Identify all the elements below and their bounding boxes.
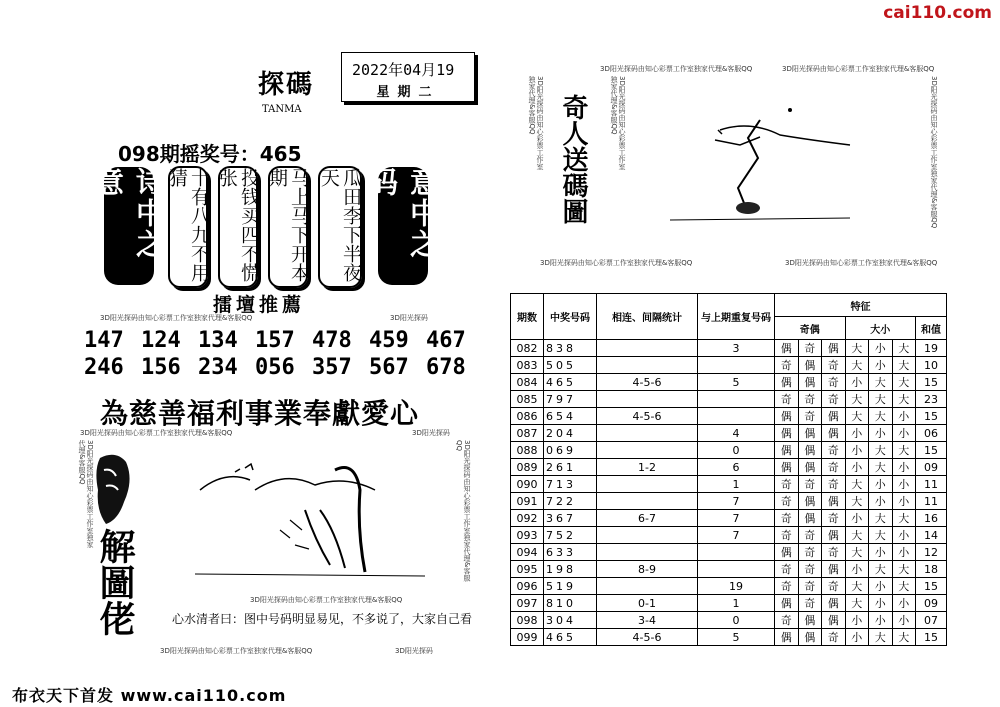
repeat-cell bbox=[698, 544, 775, 561]
size-cell: 小 bbox=[869, 476, 893, 493]
header-adjacent: 相连、间隔统计 bbox=[597, 294, 698, 340]
size-cell: 小 bbox=[869, 544, 893, 561]
odd-even-cell: 奇 bbox=[775, 357, 799, 374]
number-cell: 304 bbox=[544, 612, 597, 629]
odd-even-cell: 偶 bbox=[798, 629, 822, 646]
adjacent-cell bbox=[597, 357, 698, 374]
table-row bbox=[511, 527, 947, 544]
sum-cell: 11 bbox=[916, 476, 947, 493]
odd-even-cell: 奇 bbox=[798, 476, 822, 493]
table-row bbox=[511, 391, 947, 408]
table-row bbox=[511, 442, 947, 459]
header-size: 大小 bbox=[845, 317, 916, 340]
size-cell: 小 bbox=[869, 578, 893, 595]
repeat-cell: 7 bbox=[698, 510, 775, 527]
size-cell: 小 bbox=[869, 595, 893, 612]
number-cell: 465 bbox=[544, 374, 597, 391]
period-cell: 094 bbox=[511, 544, 544, 561]
size-cell: 大 bbox=[869, 374, 893, 391]
size-cell: 大 bbox=[869, 408, 893, 425]
number-cell: 069 bbox=[544, 442, 597, 459]
repeat-cell bbox=[698, 391, 775, 408]
size-cell: 大 bbox=[845, 578, 869, 595]
history-table-body bbox=[511, 340, 947, 646]
odd-even-cell: 偶 bbox=[775, 629, 799, 646]
number-cell: 810 bbox=[544, 595, 597, 612]
period-cell: 099 bbox=[511, 629, 544, 646]
adjacent-cell: 6-7 bbox=[597, 510, 698, 527]
size-cell: 小 bbox=[845, 561, 869, 578]
odd-even-cell: 偶 bbox=[822, 527, 846, 544]
poem-right-label: 意中之码 bbox=[378, 167, 428, 285]
side-text-right-bottom: 3D阳光探码由知心彩票工作室独家代理&客服QQ bbox=[540, 259, 693, 267]
side-text-right-top: 3D阳光探码由知心彩票工作室独家代理&客服QQ bbox=[600, 65, 753, 73]
repeat-cell: 7 bbox=[698, 527, 775, 544]
period-cell: 086 bbox=[511, 408, 544, 425]
odd-even-cell: 偶 bbox=[775, 425, 799, 442]
odd-even-cell: 奇 bbox=[822, 544, 846, 561]
poem-left-label: 诗中之意 bbox=[104, 167, 154, 285]
repeat-cell: 1 bbox=[698, 476, 775, 493]
adjacent-cell bbox=[597, 391, 698, 408]
period-cell: 096 bbox=[511, 578, 544, 595]
adjacent-cell: 4-5-6 bbox=[597, 374, 698, 391]
period-cell: 098 bbox=[511, 612, 544, 629]
repeat-cell: 4 bbox=[698, 425, 775, 442]
size-cell: 大 bbox=[869, 459, 893, 476]
adjacent-cell bbox=[597, 493, 698, 510]
size-cell: 小 bbox=[869, 493, 893, 510]
header-sum: 和值 bbox=[916, 317, 947, 340]
poem-line-3: 马上马下开本期 bbox=[268, 166, 308, 288]
odd-even-cell: 偶 bbox=[822, 595, 846, 612]
odd-even-cell: 偶 bbox=[775, 544, 799, 561]
odd-even-cell: 奇 bbox=[775, 493, 799, 510]
size-cell: 小 bbox=[845, 459, 869, 476]
number-cell: 519 bbox=[544, 578, 597, 595]
table-row bbox=[511, 629, 947, 646]
size-cell: 小 bbox=[845, 612, 869, 629]
number-cell: 198 bbox=[544, 561, 597, 578]
rec-number: 157 bbox=[255, 328, 295, 353]
odd-even-cell: 奇 bbox=[822, 357, 846, 374]
date-text: 2022年04月19 bbox=[352, 61, 455, 79]
footer-text: 布衣天下首发 www.cai110.com bbox=[12, 686, 287, 705]
repeat-cell: 0 bbox=[698, 612, 775, 629]
size-cell: 大 bbox=[892, 374, 916, 391]
size-cell: 大 bbox=[892, 578, 916, 595]
size-cell: 大 bbox=[869, 527, 893, 544]
header-number: 中奖号码 bbox=[544, 294, 597, 340]
poem-line-1: 十有八九不用猜 bbox=[168, 166, 208, 288]
table-row bbox=[511, 459, 947, 476]
size-cell: 小 bbox=[845, 629, 869, 646]
side-text-bottom-upper: 3D阳光探码由知心彩票工作室独家代理&客服QQ bbox=[250, 596, 403, 604]
side-text-right-top-2: 3D阳光探码由知心彩票工作室独家代理&客服QQ bbox=[782, 65, 935, 73]
size-cell: 大 bbox=[845, 340, 869, 357]
recommend-row-1 bbox=[84, 328, 466, 353]
size-cell: 大 bbox=[869, 510, 893, 527]
adjacent-cell: 3-4 bbox=[597, 612, 698, 629]
odd-even-cell: 偶 bbox=[798, 442, 822, 459]
number-cell: 367 bbox=[544, 510, 597, 527]
period-cell: 090 bbox=[511, 476, 544, 493]
odd-even-cell: 奇 bbox=[775, 527, 799, 544]
period-cell: 083 bbox=[511, 357, 544, 374]
header-repeat: 与上期重复号码 bbox=[698, 294, 775, 340]
size-cell: 小 bbox=[869, 340, 893, 357]
table-row bbox=[511, 408, 947, 425]
adjacent-cell bbox=[597, 425, 698, 442]
period-cell: 089 bbox=[511, 459, 544, 476]
odd-even-cell: 偶 bbox=[822, 493, 846, 510]
tag-3d-bottom: 3D阳光探码 bbox=[395, 647, 433, 655]
side-text-mid: 3D阳光探码由知心彩票工作室独家代理&客服QQ bbox=[80, 429, 233, 437]
tag-3d-top: 3D阳光探码 bbox=[390, 314, 428, 322]
repeat-cell: 0 bbox=[698, 442, 775, 459]
size-cell: 小 bbox=[892, 527, 916, 544]
sum-cell: 10 bbox=[916, 357, 947, 374]
size-cell: 小 bbox=[892, 493, 916, 510]
history-table bbox=[510, 293, 947, 646]
rec-number: 156 bbox=[141, 355, 181, 380]
size-cell: 小 bbox=[892, 476, 916, 493]
odd-even-cell: 偶 bbox=[822, 425, 846, 442]
repeat-cell: 1 bbox=[698, 595, 775, 612]
odd-even-cell: 偶 bbox=[798, 374, 822, 391]
period-cell: 084 bbox=[511, 374, 544, 391]
odd-even-cell: 奇 bbox=[822, 391, 846, 408]
size-cell: 小 bbox=[845, 374, 869, 391]
number-cell: 838 bbox=[544, 340, 597, 357]
odd-even-cell: 偶 bbox=[775, 459, 799, 476]
repeat-cell: 19 bbox=[698, 578, 775, 595]
header-odd-even: 奇偶 bbox=[775, 317, 846, 340]
sum-cell: 11 bbox=[916, 493, 947, 510]
adjacent-cell bbox=[597, 476, 698, 493]
odd-even-cell: 偶 bbox=[798, 493, 822, 510]
tanma-subtitle: TANMA bbox=[262, 104, 302, 115]
odd-even-cell: 偶 bbox=[798, 425, 822, 442]
poem-line-4: 瓜田李下半夜天 bbox=[318, 166, 362, 288]
tag-3d-mid: 3D阳光探码 bbox=[412, 429, 450, 437]
size-cell: 大 bbox=[869, 561, 893, 578]
repeat-cell: 7 bbox=[698, 493, 775, 510]
number-cell: 633 bbox=[544, 544, 597, 561]
odd-even-cell: 偶 bbox=[775, 408, 799, 425]
portrait-sketch bbox=[90, 450, 136, 530]
number-cell: 465 bbox=[544, 629, 597, 646]
repeat-cell bbox=[698, 408, 775, 425]
size-cell: 小 bbox=[869, 425, 893, 442]
poem-line-2: 投钱买四不慌张 bbox=[218, 166, 258, 288]
odd-even-cell: 偶 bbox=[775, 340, 799, 357]
odd-even-cell: 奇 bbox=[775, 561, 799, 578]
odd-even-cell: 奇 bbox=[798, 408, 822, 425]
sum-cell: 06 bbox=[916, 425, 947, 442]
odd-even-cell: 奇 bbox=[798, 340, 822, 357]
side-text-right-vert-2: 3D阳光探码由知心彩票工作室独家代理&客服QQ bbox=[610, 76, 626, 170]
odd-even-cell: 偶 bbox=[822, 408, 846, 425]
odd-even-cell: 奇 bbox=[822, 459, 846, 476]
table-row bbox=[511, 544, 947, 561]
rec-number: 056 bbox=[255, 355, 295, 380]
rec-number: 124 bbox=[141, 328, 181, 353]
size-cell: 小 bbox=[869, 612, 893, 629]
size-cell: 大 bbox=[892, 561, 916, 578]
sum-cell: 18 bbox=[916, 561, 947, 578]
table-row bbox=[511, 425, 947, 442]
adjacent-cell: 0-1 bbox=[597, 595, 698, 612]
size-cell: 大 bbox=[869, 629, 893, 646]
recommend-title: 擂壇推薦 bbox=[213, 294, 306, 316]
adjacent-cell bbox=[597, 544, 698, 561]
number-cell: 722 bbox=[544, 493, 597, 510]
repeat-cell: 6 bbox=[698, 459, 775, 476]
sum-cell: 19 bbox=[916, 340, 947, 357]
odd-even-cell: 奇 bbox=[822, 476, 846, 493]
adjacent-cell bbox=[597, 578, 698, 595]
size-cell: 大 bbox=[892, 510, 916, 527]
adjacent-cell bbox=[597, 442, 698, 459]
sum-cell: 14 bbox=[916, 527, 947, 544]
adjacent-cell: 8-9 bbox=[597, 561, 698, 578]
size-cell: 小 bbox=[892, 595, 916, 612]
table-row bbox=[511, 340, 947, 357]
odd-even-cell: 偶 bbox=[822, 612, 846, 629]
landscape-sketch bbox=[195, 450, 430, 580]
draw-number: 098期摇奖号：465 bbox=[118, 142, 302, 166]
side-text-vert-right: 3D阳光探码由知心彩票工作室独家代理&客服QQ bbox=[455, 440, 471, 582]
table-row bbox=[511, 561, 947, 578]
repeat-cell: 3 bbox=[698, 340, 775, 357]
size-cell: 大 bbox=[845, 391, 869, 408]
size-cell: 大 bbox=[869, 391, 893, 408]
side-text-top: 3D阳光探码由知心彩票工作室独家代理&客服QQ bbox=[100, 314, 253, 322]
rec-number: 678 bbox=[426, 355, 466, 380]
size-cell: 小 bbox=[892, 425, 916, 442]
size-cell: 小 bbox=[892, 544, 916, 561]
size-cell: 大 bbox=[845, 527, 869, 544]
table-row bbox=[511, 595, 947, 612]
odd-even-cell: 奇 bbox=[798, 595, 822, 612]
odd-even-cell: 偶 bbox=[798, 459, 822, 476]
adjacent-cell bbox=[597, 340, 698, 357]
adjacent-cell: 4-5-6 bbox=[597, 629, 698, 646]
side-text-right-bottom-2: 3D阳光探码由知心彩票工作室独家代理&客服QQ bbox=[785, 259, 938, 267]
sum-cell: 15 bbox=[916, 408, 947, 425]
period-cell: 085 bbox=[511, 391, 544, 408]
rec-number: 459 bbox=[369, 328, 409, 353]
size-cell: 小 bbox=[845, 442, 869, 459]
repeat-cell: 5 bbox=[698, 374, 775, 391]
odd-even-cell: 奇 bbox=[775, 476, 799, 493]
qiren-title: 奇人送碼圖 bbox=[558, 94, 588, 224]
odd-even-cell: 奇 bbox=[798, 527, 822, 544]
size-cell: 大 bbox=[892, 357, 916, 374]
number-cell: 204 bbox=[544, 425, 597, 442]
table-row bbox=[511, 476, 947, 493]
rec-number: 134 bbox=[198, 328, 238, 353]
note-text: 心水清者曰：图中号码明显易见，不多说了，大家自己看 bbox=[172, 612, 473, 626]
period-cell: 091 bbox=[511, 493, 544, 510]
rec-number: 234 bbox=[198, 355, 238, 380]
size-cell: 大 bbox=[892, 442, 916, 459]
size-cell: 大 bbox=[845, 595, 869, 612]
sum-cell: 15 bbox=[916, 629, 947, 646]
number-cell: 713 bbox=[544, 476, 597, 493]
site-brand: cai110.com bbox=[883, 3, 992, 23]
number-cell: 797 bbox=[544, 391, 597, 408]
odd-even-cell: 偶 bbox=[798, 357, 822, 374]
rec-number: 567 bbox=[369, 355, 409, 380]
odd-even-cell: 奇 bbox=[822, 442, 846, 459]
odd-even-cell: 偶 bbox=[822, 561, 846, 578]
odd-even-cell: 奇 bbox=[775, 510, 799, 527]
odd-even-cell: 奇 bbox=[775, 612, 799, 629]
repeat-cell bbox=[698, 561, 775, 578]
sum-cell: 09 bbox=[916, 595, 947, 612]
size-cell: 大 bbox=[892, 391, 916, 408]
number-cell: 261 bbox=[544, 459, 597, 476]
rec-number: 357 bbox=[312, 355, 352, 380]
sum-cell: 15 bbox=[916, 374, 947, 391]
tanma-title: 探碼 bbox=[258, 70, 315, 100]
size-cell: 小 bbox=[892, 459, 916, 476]
odd-even-cell: 奇 bbox=[822, 578, 846, 595]
size-cell: 大 bbox=[845, 357, 869, 374]
odd-even-cell: 奇 bbox=[775, 578, 799, 595]
odd-even-cell: 奇 bbox=[775, 391, 799, 408]
charity-slogan: 為慈善福利事業奉獻愛心 bbox=[100, 397, 420, 430]
odd-even-cell: 奇 bbox=[798, 544, 822, 561]
odd-even-cell: 偶 bbox=[798, 612, 822, 629]
period-cell: 095 bbox=[511, 561, 544, 578]
period-cell: 082 bbox=[511, 340, 544, 357]
sum-cell: 23 bbox=[916, 391, 947, 408]
figure-sketch bbox=[660, 100, 860, 230]
sum-cell: 09 bbox=[916, 459, 947, 476]
sum-cell: 15 bbox=[916, 578, 947, 595]
table-row bbox=[511, 612, 947, 629]
header-features: 特征 bbox=[775, 294, 947, 317]
header-period: 期数 bbox=[511, 294, 544, 340]
side-text-right-vert-3: 3D阳光探码由知心彩票工作室独家代理&客服QQ bbox=[930, 76, 938, 229]
side-text-bottom: 3D阳光探码由知心彩票工作室独家代理&客服QQ bbox=[160, 647, 313, 655]
size-cell: 小 bbox=[869, 357, 893, 374]
period-cell: 092 bbox=[511, 510, 544, 527]
odd-even-cell: 偶 bbox=[798, 510, 822, 527]
sum-cell: 16 bbox=[916, 510, 947, 527]
adjacent-cell bbox=[597, 527, 698, 544]
number-cell: 752 bbox=[544, 527, 597, 544]
period-cell: 093 bbox=[511, 527, 544, 544]
date-box bbox=[341, 52, 475, 102]
size-cell: 大 bbox=[892, 629, 916, 646]
size-cell: 小 bbox=[845, 510, 869, 527]
adjacent-cell: 1-2 bbox=[597, 459, 698, 476]
size-cell: 小 bbox=[845, 425, 869, 442]
odd-even-cell: 奇 bbox=[822, 374, 846, 391]
jie-tu-lao: 解圖佬 bbox=[94, 528, 136, 636]
table-row bbox=[511, 510, 947, 527]
repeat-cell bbox=[698, 357, 775, 374]
side-text-vert-left: 3D阳光探码由知心彩票工作室独家代理&客服QQ bbox=[78, 440, 94, 548]
size-cell: 大 bbox=[892, 340, 916, 357]
rec-number: 147 bbox=[84, 328, 124, 353]
size-cell: 大 bbox=[845, 408, 869, 425]
number-cell: 505 bbox=[544, 357, 597, 374]
period-cell: 097 bbox=[511, 595, 544, 612]
size-cell: 大 bbox=[869, 442, 893, 459]
odd-even-cell: 偶 bbox=[822, 340, 846, 357]
table-row bbox=[511, 578, 947, 595]
recommend-row-2 bbox=[84, 355, 466, 380]
adjacent-cell: 4-5-6 bbox=[597, 408, 698, 425]
repeat-cell: 5 bbox=[698, 629, 775, 646]
number-cell: 654 bbox=[544, 408, 597, 425]
rec-number: 246 bbox=[84, 355, 124, 380]
size-cell: 小 bbox=[892, 408, 916, 425]
odd-even-cell: 奇 bbox=[798, 561, 822, 578]
size-cell: 大 bbox=[845, 493, 869, 510]
side-text-right-vert-1: 3D阳光探码由知心彩票工作室独家代理&客服QQ bbox=[528, 76, 544, 170]
odd-even-cell: 偶 bbox=[775, 595, 799, 612]
period-cell: 087 bbox=[511, 425, 544, 442]
odd-even-cell: 奇 bbox=[822, 510, 846, 527]
sum-cell: 15 bbox=[916, 442, 947, 459]
size-cell: 小 bbox=[892, 612, 916, 629]
odd-even-cell: 奇 bbox=[798, 391, 822, 408]
table-row bbox=[511, 374, 947, 391]
odd-even-cell: 偶 bbox=[775, 374, 799, 391]
rec-number: 467 bbox=[426, 328, 466, 353]
table-row bbox=[511, 493, 947, 510]
odd-even-cell: 奇 bbox=[798, 578, 822, 595]
size-cell: 大 bbox=[845, 544, 869, 561]
sum-cell: 07 bbox=[916, 612, 947, 629]
period-cell: 088 bbox=[511, 442, 544, 459]
odd-even-cell: 奇 bbox=[822, 629, 846, 646]
sum-cell: 12 bbox=[916, 544, 947, 561]
size-cell: 大 bbox=[845, 476, 869, 493]
weekday-text: 星期二 bbox=[376, 85, 440, 100]
rec-number: 478 bbox=[312, 328, 352, 353]
odd-even-cell: 偶 bbox=[775, 442, 799, 459]
table-row bbox=[511, 357, 947, 374]
